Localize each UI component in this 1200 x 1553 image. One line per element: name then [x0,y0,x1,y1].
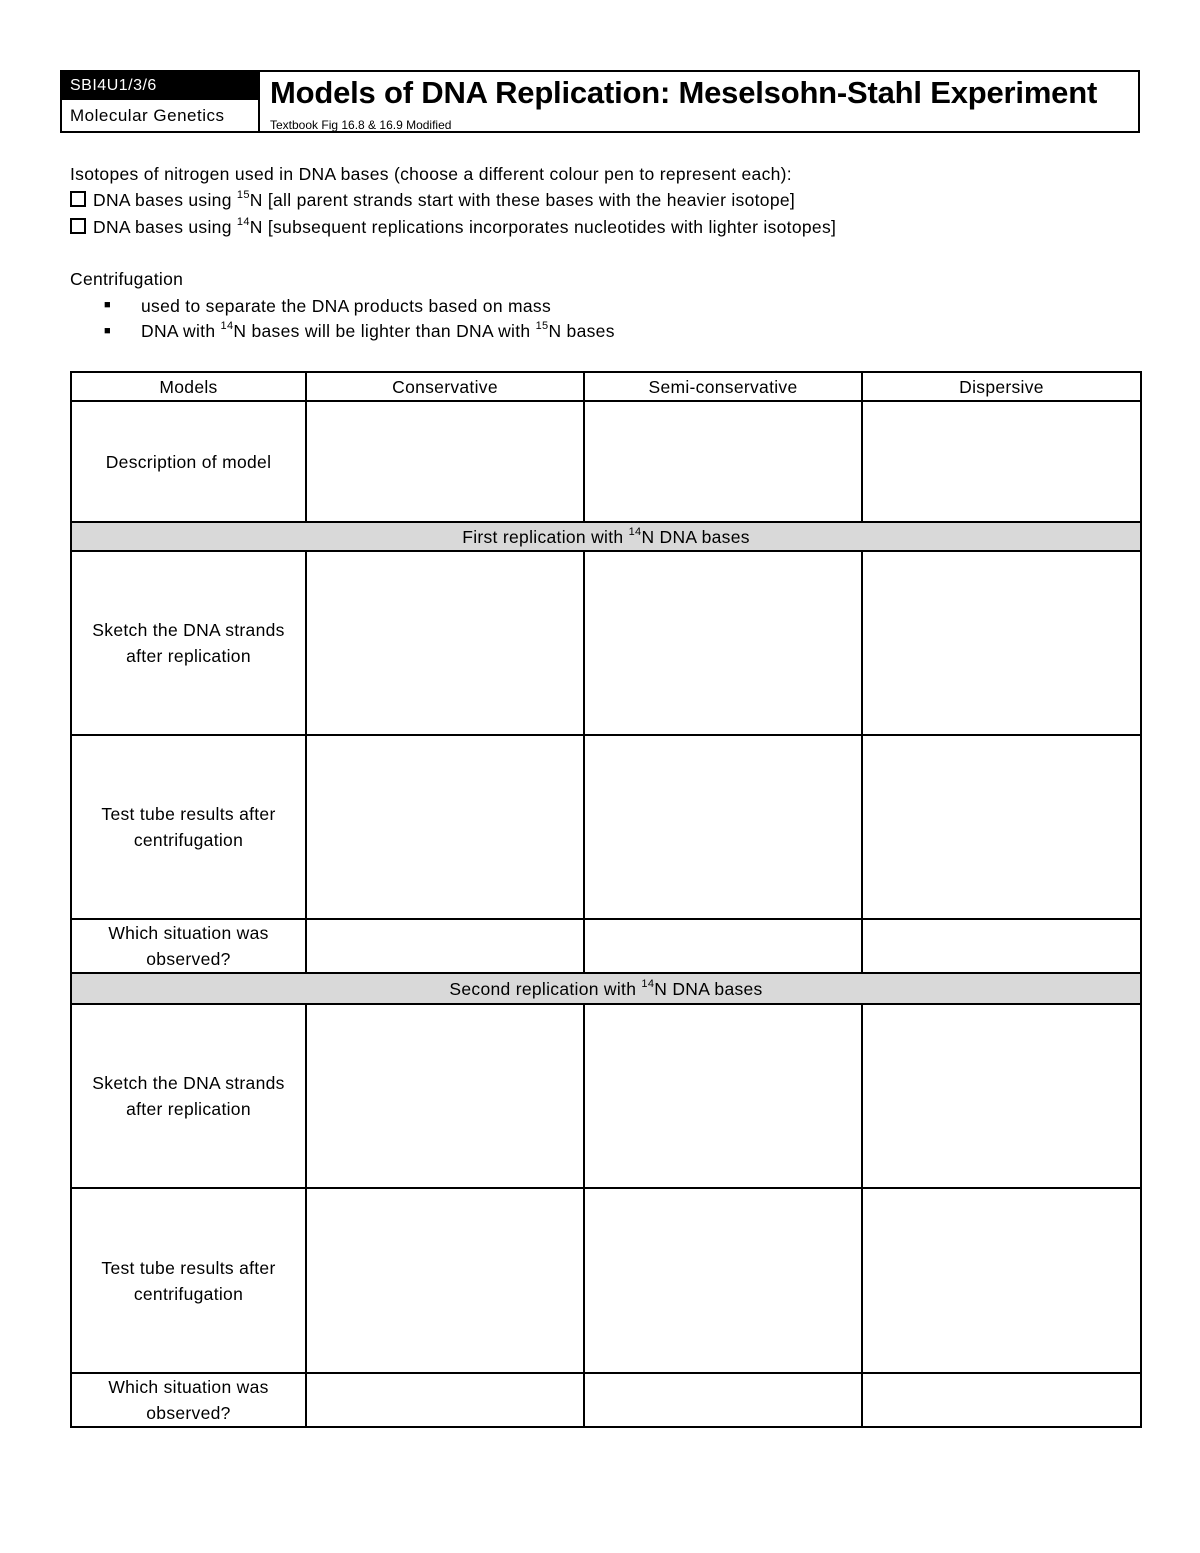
second-sketch-semi-conservative-cell[interactable] [584,1004,862,1188]
n14-mass-number: 14 [236,216,250,228]
page-subtitle: Textbook Fig 16.8 & 16.9 Modified [270,118,452,132]
observed-label-line-1: Which situation was [108,1377,269,1397]
observed-label-line-2: observed? [146,1403,231,1423]
first-replication-text-b: N DNA bases [641,526,750,547]
isotope-n14-line [70,217,836,238]
bullet-2-text-c: N bases [548,321,615,341]
description-row [71,401,1141,522]
first-sketch-semi-conservative-cell[interactable] [584,551,862,735]
first-test-tube-conservative-cell[interactable] [306,735,584,919]
n14-prefix: DNA bases using [93,217,237,237]
description-conservative-cell[interactable] [306,401,584,522]
title-area [260,72,1138,131]
header-box [60,70,1140,133]
first-replication-mass: 14 [628,525,642,538]
isotopes-intro: Isotopes of nitrogen used in DNA bases (choose a different colour pen to represent each): [70,164,792,184]
second-test-tube-dispersive-cell[interactable] [862,1188,1141,1373]
first-sketch-dispersive-cell[interactable] [862,551,1141,735]
second-replication-text-a: Second replication with [449,978,642,999]
sketch-label-line-2: after replication [126,646,251,666]
bullet-square-icon: ■ [104,299,111,311]
course-info [62,72,260,131]
sketch-label-line-1: Sketch the DNA strands [92,620,285,640]
bullet-2-text-a: DNA with [141,321,221,341]
second-test-tube-row [71,1188,1141,1373]
second-observed-conservative-cell[interactable] [306,1373,584,1427]
second-observed-semi-conservative-cell[interactable] [584,1373,862,1427]
first-test-tube-semi-conservative-cell[interactable] [584,735,862,919]
n14-description: N [subsequent replications incorporates nucleotides with lighter isotopes] [249,217,837,237]
first-replication-row [71,522,1141,551]
table-header-row [71,372,1141,401]
first-sketch-row [71,551,1141,735]
observed-label [71,919,306,973]
second-replication-mass: 14 [641,977,655,990]
description-dispersive-cell[interactable] [862,401,1141,522]
header-conservative: Conservative [306,372,584,401]
test-tube-label [71,1188,306,1373]
page-title: Models of DNA Replication: Meselsohn-Stahl Experiment [270,75,1098,110]
sketch-label-line-2: after replication [126,1099,251,1119]
checkbox-n14[interactable] [70,218,86,234]
first-observed-semi-conservative-cell[interactable] [584,919,862,973]
first-observed-row [71,919,1141,973]
bullet-2-mass-1: 14 [220,320,234,332]
bullet-square-icon: ■ [104,325,111,337]
n15-prefix: DNA bases using [93,190,237,210]
sketch-label [71,551,306,735]
second-test-tube-semi-conservative-cell[interactable] [584,1188,862,1373]
header-semi-conservative: Semi-conservative [584,372,862,401]
description-label: Description of model [71,401,306,522]
sketch-label [71,1004,306,1188]
second-replication-row [71,973,1141,1004]
second-replication-text-b: N DNA bases [654,978,763,999]
test-tube-label [71,735,306,919]
n15-mass-number: 15 [236,189,250,201]
sketch-label-line-1: Sketch the DNA strands [92,1073,285,1093]
unit-name: Molecular Genetics [70,106,225,125]
test-tube-label-line-2: centrifugation [133,830,244,850]
observed-label-line-2: observed? [146,949,231,969]
replication-models-table [70,371,1142,1428]
bullet-2-mass-2: 15 [535,320,549,332]
first-observed-conservative-cell[interactable] [306,919,584,973]
test-tube-label-line-2: centrifugation [133,1283,244,1304]
test-tube-label-line-1: Test tube results after [101,804,276,824]
course-code: SBI4U1/3/6 [62,72,258,100]
centrifugation-bullet-1: used to separate the DNA products based on mass [141,296,552,316]
bullet-2-text-b: N bases will be lighter than DNA with [233,321,536,341]
centrifugation-bullet-2 [141,321,615,342]
header-dispersive: Dispersive [862,372,1141,401]
description-semi-conservative-cell[interactable] [584,401,862,522]
header-models: Models [71,372,306,401]
second-observed-dispersive-cell[interactable] [862,1373,1141,1427]
isotope-n15-line [70,190,795,211]
observed-label-line-1: Which situation was [108,923,269,943]
first-observed-dispersive-cell[interactable] [862,919,1141,973]
test-tube-label-line-1: Test tube results after [101,1257,276,1278]
first-replication-heading [71,522,1141,551]
first-replication-text-a: First replication with [462,526,629,547]
second-replication-heading [71,973,1141,1004]
second-observed-row [71,1373,1141,1427]
second-sketch-conservative-cell[interactable] [306,1004,584,1188]
centrifugation-heading: Centrifugation [70,269,184,289]
second-sketch-dispersive-cell[interactable] [862,1004,1141,1188]
n15-description: N [all parent strands start with these bases with the heavier isotope] [249,190,796,210]
first-sketch-conservative-cell[interactable] [306,551,584,735]
first-test-tube-row [71,735,1141,919]
checkbox-n15[interactable] [70,191,86,207]
first-test-tube-dispersive-cell[interactable] [862,735,1141,919]
second-sketch-row [71,1004,1141,1188]
second-test-tube-conservative-cell[interactable] [306,1188,584,1373]
observed-label [71,1373,306,1427]
